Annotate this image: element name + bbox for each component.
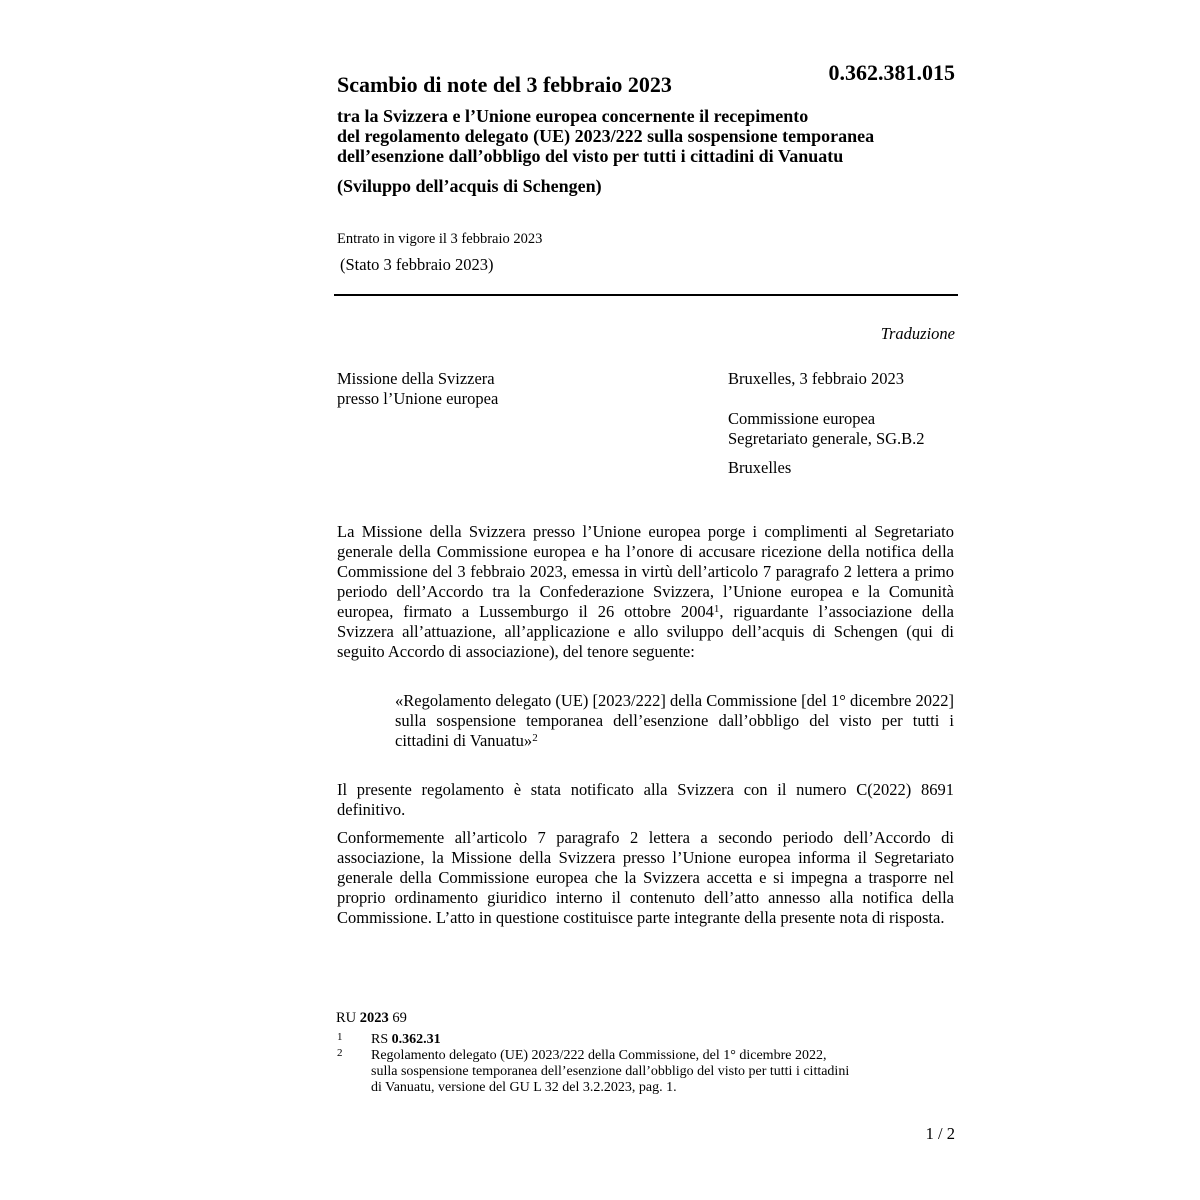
body-paragraph-2: Il presente regolamento è stata notificato alla Svizzera con il numero C(2022) 8691 definitivo.: [337, 780, 954, 819]
state-date: (Stato 3 febbraio 2023): [340, 255, 494, 274]
body-paragraph-1: [337, 522, 954, 662]
footnote-ref-2[interactable]: 2: [532, 732, 538, 744]
footnote-2-line-3: di Vanuatu, versione del GU L 32 del 3.2.2023, pag. 1.: [371, 1080, 677, 1095]
place-date: Bruxelles, 3 febbraio 2023: [728, 369, 904, 388]
recipient-line-2: Segretariato generale, SG.B.2: [728, 429, 925, 448]
quoted-regulation: [395, 691, 954, 751]
quoted-regulation-text: «Regolamento delegato (UE) [2023/222] della Commissione [del 1° dicembre 2022] sulla sospensione temporanea dell’esenzione dall’obbligo del visto per tutti i cittadini di Vanuatu»: [395, 691, 954, 750]
sr-number: 0.362.381.015: [828, 60, 955, 85]
schengen-note: (Sviluppo dell’acquis di Schengen): [337, 176, 602, 196]
footnote-ref-1[interactable]: 1: [713, 603, 720, 615]
footnote-1-text: [371, 1032, 441, 1048]
sender-line-1: Missione della Svizzera: [337, 369, 495, 388]
entry-into-force: Entrato in vigore il 3 febbraio 2023: [337, 231, 543, 247]
translation-label: Traduzione: [880, 324, 955, 343]
subtitle-line-2: del regolamento delegato (UE) 2023/222 sulla sospensione temporanea: [337, 126, 875, 146]
document-title: Scambio di note del 3 febbraio 2023: [337, 72, 672, 97]
body-paragraph-3: Conformemente all’articolo 7 paragrafo 2 lettera a secondo periodo dell’Accordo di associazione, la Missione della Svizzera presso l’Unione europea informa il Segretariato generale della Commissione europea che la Svizzera accetta e si impegna a trasporre nel proprio ordinamento giuridico interno il contenuto dell’atto annesso alla notifica della Commissione. L’atto in questione costituisce parte integrante della presente nota di risposta.: [337, 828, 954, 927]
page-indicator: 1 / 2: [925, 1124, 955, 1143]
footnote-1-number: 1: [337, 1031, 343, 1043]
subtitle-line-1: tra la Svizzera e l’Unione europea concernente il recepimento: [337, 106, 809, 126]
recipient-line-1: Commissione europea: [728, 409, 876, 428]
ru-page: 69: [392, 1010, 407, 1026]
footnote-2-line-1: Regolamento delegato (UE) 2023/222 della Commissione, del 1° dicembre 2022,: [371, 1048, 827, 1063]
header-divider: [334, 294, 958, 296]
subtitle-line-3: dell’esenzione dall’obbligo del visto per tutti i cittadini di Vanuatu: [337, 146, 844, 166]
footnote-1-prefix: RS: [371, 1032, 389, 1047]
footnote-2-line-2: sulla sospensione temporanea dell’esenzione dall’obbligo del visto per tutti i cittadini: [371, 1064, 850, 1079]
sender-line-2: presso l’Unione europea: [337, 389, 499, 408]
body-paragraph-1-part-1: La Missione della Svizzera presso l’Unione europea porge i complimenti al Segretariato generale della Commissione europea e ha l’onore di accusare ricezione della notifica della Commissione del 3 febbraio 2023, emessa in virtù dell’articolo 7 paragrafo 2 lettera a primo periodo dell’Accordo tra la Confederazione Svizzera, l’Unione europea e la Comunità europea, firmato a Lussemburgo il 26 ottobre 2004: [337, 522, 954, 621]
body-paragraph-1-part-2: , riguardante l’associazione della Svizzera all’attuazione, all’applicazione e allo sviluppo dell’acquis di Schengen (qui di seguito Accordo di associazione), del tenore seguente:: [337, 602, 954, 661]
ru-prefix: RU: [336, 1010, 357, 1026]
ru-year: 2023: [359, 1010, 389, 1026]
footnote-2-number: 2: [337, 1047, 343, 1059]
footnote-1-ref[interactable]: 0.362.31: [391, 1032, 441, 1047]
ru-reference: [336, 1010, 407, 1027]
recipient-line-3: Bruxelles: [728, 458, 792, 477]
